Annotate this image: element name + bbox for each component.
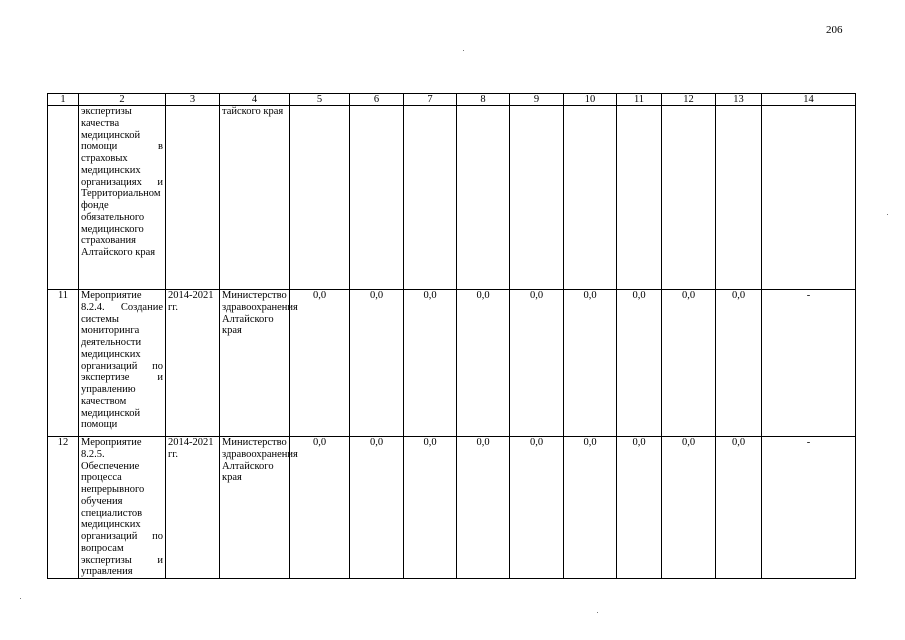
header-cell: 12 [662, 94, 716, 106]
value-cell [350, 106, 404, 290]
value-cell [457, 106, 510, 290]
value-cell [510, 106, 564, 290]
value-cell [404, 106, 457, 290]
value-cell: 0,0 [510, 290, 564, 437]
header-cell: 7 [404, 94, 457, 106]
value-cell [716, 106, 762, 290]
note-cell: - [762, 437, 856, 579]
value-cell: 0,0 [716, 290, 762, 437]
header-cell: 10 [564, 94, 617, 106]
note-cell: - [762, 290, 856, 437]
measure-name: экспертизы качества медицинской помощи в страховых медицинских организациях и Территориальном фонде обязательного медицинского страхования Алтайского края [79, 106, 166, 290]
header-cell: 6 [350, 94, 404, 106]
header-cell: 1 [48, 94, 79, 106]
scan-speck [463, 50, 464, 51]
header-cell: 3 [166, 94, 220, 106]
header-cell: 13 [716, 94, 762, 106]
row-number: 11 [48, 290, 79, 437]
period: 2014-2021 гг. [166, 437, 220, 579]
row-number: 12 [48, 437, 79, 579]
measure-name: Мероприятие 8.2.5. Обеспечение процесса непрерывного обучения специалистов медицинских организаций по вопросам экспертизы и управления [79, 437, 166, 579]
value-cell [564, 106, 617, 290]
value-cell: 0,0 [617, 290, 662, 437]
table-row [48, 437, 856, 579]
value-cell: 0,0 [617, 437, 662, 579]
header-cell: 2 [79, 94, 166, 106]
program-table [47, 93, 856, 579]
value-cell: 0,0 [662, 290, 716, 437]
table-row [48, 290, 856, 437]
header-cell: 4 [220, 94, 290, 106]
value-cell: 0,0 [510, 437, 564, 579]
value-cell [662, 106, 716, 290]
executor: Министерство здравоохранения Алтайского края [220, 437, 290, 579]
executor: Министерство здравоохранения Алтайского края [220, 290, 290, 437]
value-cell [617, 106, 662, 290]
value-cell [290, 106, 350, 290]
value-cell: 0,0 [564, 290, 617, 437]
scan-speck [597, 612, 598, 613]
value-cell: 0,0 [404, 437, 457, 579]
header-cell: 5 [290, 94, 350, 106]
row-number [48, 106, 79, 290]
measure-name: Мероприятие 8.2.4. Создание системы мониторинга деятельности медицинских организаций по экспертизе и управлению качеством медицинской помощи [79, 290, 166, 437]
value-cell: 0,0 [716, 437, 762, 579]
page-number: 206 [826, 24, 843, 36]
value-cell: 0,0 [350, 437, 404, 579]
period: 2014-2021 гг. [166, 290, 220, 437]
value-cell: 0,0 [457, 437, 510, 579]
value-cell: 0,0 [564, 437, 617, 579]
period [166, 106, 220, 290]
executor: тайского края [220, 106, 290, 290]
value-cell: 0,0 [404, 290, 457, 437]
header-cell: 14 [762, 94, 856, 106]
note-cell [762, 106, 856, 290]
value-cell: 0,0 [457, 290, 510, 437]
header-cell: 11 [617, 94, 662, 106]
table-row [48, 106, 856, 290]
header-row [48, 94, 856, 106]
value-cell: 0,0 [290, 290, 350, 437]
scan-speck [887, 214, 888, 215]
header-cell: 8 [457, 94, 510, 106]
header-cell: 9 [510, 94, 564, 106]
scan-speck [20, 598, 21, 599]
value-cell: 0,0 [290, 437, 350, 579]
value-cell: 0,0 [662, 437, 716, 579]
value-cell: 0,0 [350, 290, 404, 437]
